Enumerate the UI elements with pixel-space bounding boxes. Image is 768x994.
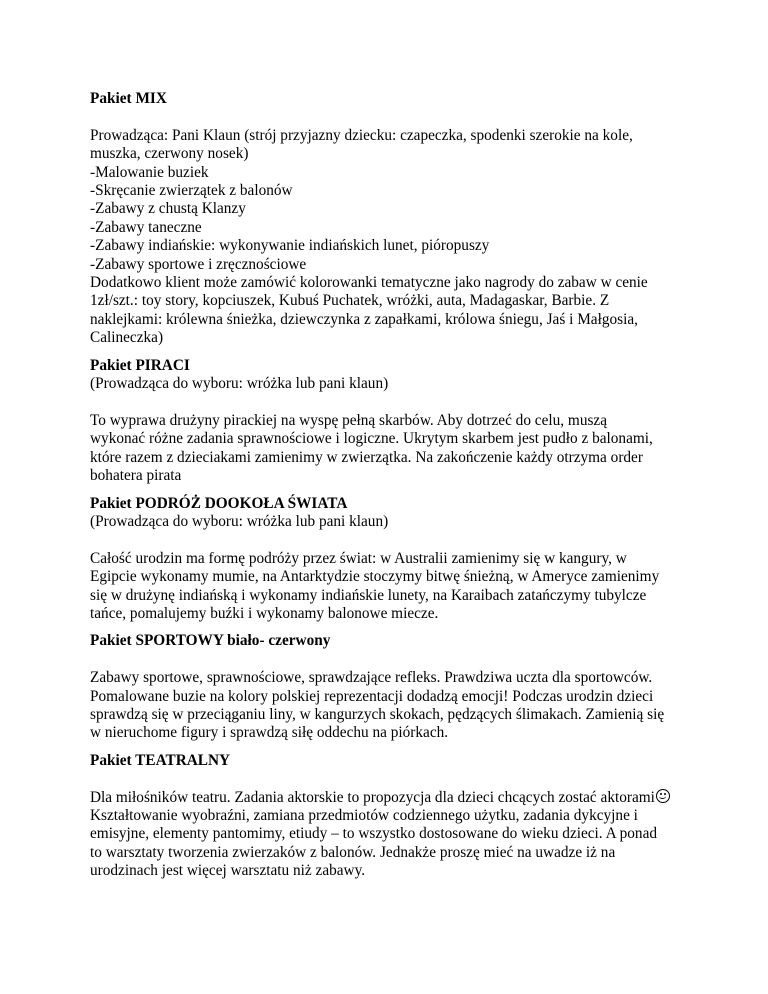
paragraph-line: wykonać różne zadania sprawnościowe i logiczne. Ukrytym skarbem jest pudło z balonami, [90,430,653,448]
paragraph-line: Dodatkowo klient może zamówić kolorowanki tematyczne jako nagrody do zabaw w cenie [90,274,648,292]
list-item: -Malowanie buziek [90,163,209,181]
section-subtitle: (Prowadząca do wyboru: wróżka lub pani klaun) [90,375,389,393]
spacer [90,486,690,495]
paragraph-line: Egipcie wykonamy mumie, na Antarktydzie stoczymy bitwę śnieżną, w Ameryce zamienimy [90,568,660,586]
paragraph-line: muszka, czerwony nosek) [90,145,249,163]
paragraph-line: które razem z dzieciakami zamienimy w zwierzątka. Na zakończenie każdy otrzyma order [90,448,643,466]
section-title-mix: Pakiet MIX [90,90,167,107]
list-item: -Skręcanie zwierzątek z balonów [90,182,293,200]
list-item: -Zabawy indiańskie: wykonywanie indiańskich lunet, pióropuszy [90,237,490,255]
list-item: -Zabawy z chustą Klanzy [90,200,246,218]
smiley-icon [656,789,670,803]
list-item: -Zabawy sportowe i zręcznościowe [90,255,307,273]
paragraph-line: tańce, pomalujemy buźki i wykonamy balonowe miecze. [90,604,439,622]
paragraph-line: to warsztaty tworzenia zwierzaków z balonów. Jednakże proszę mieć na uwadze iż na [90,843,616,861]
paragraph-line: emisyjne, elementy pantomimy, etiudy – to wszystko dostosowane do wieku dzieci. A ponad [90,825,658,843]
spacer [90,108,690,126]
paragraph-line: 1zł/szt.: toy story, kopciuszek, Kubuś Puchatek, wróżki, auta, Madagaskar, Barbie. Z [90,292,610,310]
paragraph-line [90,789,690,807]
spacer [90,393,690,411]
spacer [90,531,690,549]
paragraph-line: sprawdzą się w przeciąganiu liny, w kangurzych skokach, pędzących ślimakach. Zamienią się [90,705,665,723]
paragraph-line: naklejkami: królewna śnieżka, dziewczynka z zapałkami, królowa śniegu, Jaś i Małgosia, [90,310,638,328]
paragraph-line: Calineczka) [90,329,164,347]
paragraph-line: Kształtowanie wyobraźni, zamiana przedmiotów codziennego użytku, zadania dykcyjne i [90,806,638,824]
paragraph-line: Całość urodzin ma formę podróży przez świat: w Australii zamienimy się w kangury, w [90,549,627,567]
spacer [90,770,690,788]
section-subtitle: (Prowadząca do wyboru: wróżka lub pani klaun) [90,512,389,530]
paragraph-line: urodzinach jest więcej warsztatu niż zabawy. [90,862,366,880]
paragraph-line: Pomalowane buzie na kolory polskiej reprezentacji dodadzą emocji! Podczas urodzin dzieci [90,687,654,705]
paragraph-line: Prowadząca: Pani Klaun (strój przyjazny dziecku: czapeczka, spodenki szerokie na kole, [90,126,633,144]
section-title-sportowy: Pakiet SPORTOWY biało- czerwony [90,632,331,650]
spacer [90,743,690,752]
spacer [90,348,690,357]
section-title-piraci: Pakiet PIRACI [90,356,190,374]
spacer [90,651,690,669]
spacer [90,623,690,632]
paragraph-line: bohatera pirata [90,467,182,485]
paragraph-line: To wyprawa drużyny pirackiej na wyspę pełną skarbów. Aby dotrzeć do celu, muszą [90,411,608,429]
section-title-podroz: Pakiet PODRÓŻ DOOKOŁA ŚWIATA [90,494,348,512]
section-title-teatralny: Pakiet TEATRALNY [90,751,231,769]
paragraph-line: w nieruchome figury i sprawdzą siłę oddechu na piórkach. [90,724,449,742]
document-page [90,90,690,881]
paragraph-line: Zabawy sportowe, sprawnościowe, sprawdzające refleks. Prawdziwa uczta dla sportowców. [90,669,653,687]
paragraph-line-text: Dla miłośników teatru. Zadania aktorskie to propozycja dla dzieci chcących zostać aktorami [90,788,655,806]
list-item: -Zabawy taneczne [90,218,202,236]
paragraph-line: się w drużynę indiańską i wykonamy indiańskie lunety, na Karaibach zatańczymy tubylcze [90,586,647,604]
